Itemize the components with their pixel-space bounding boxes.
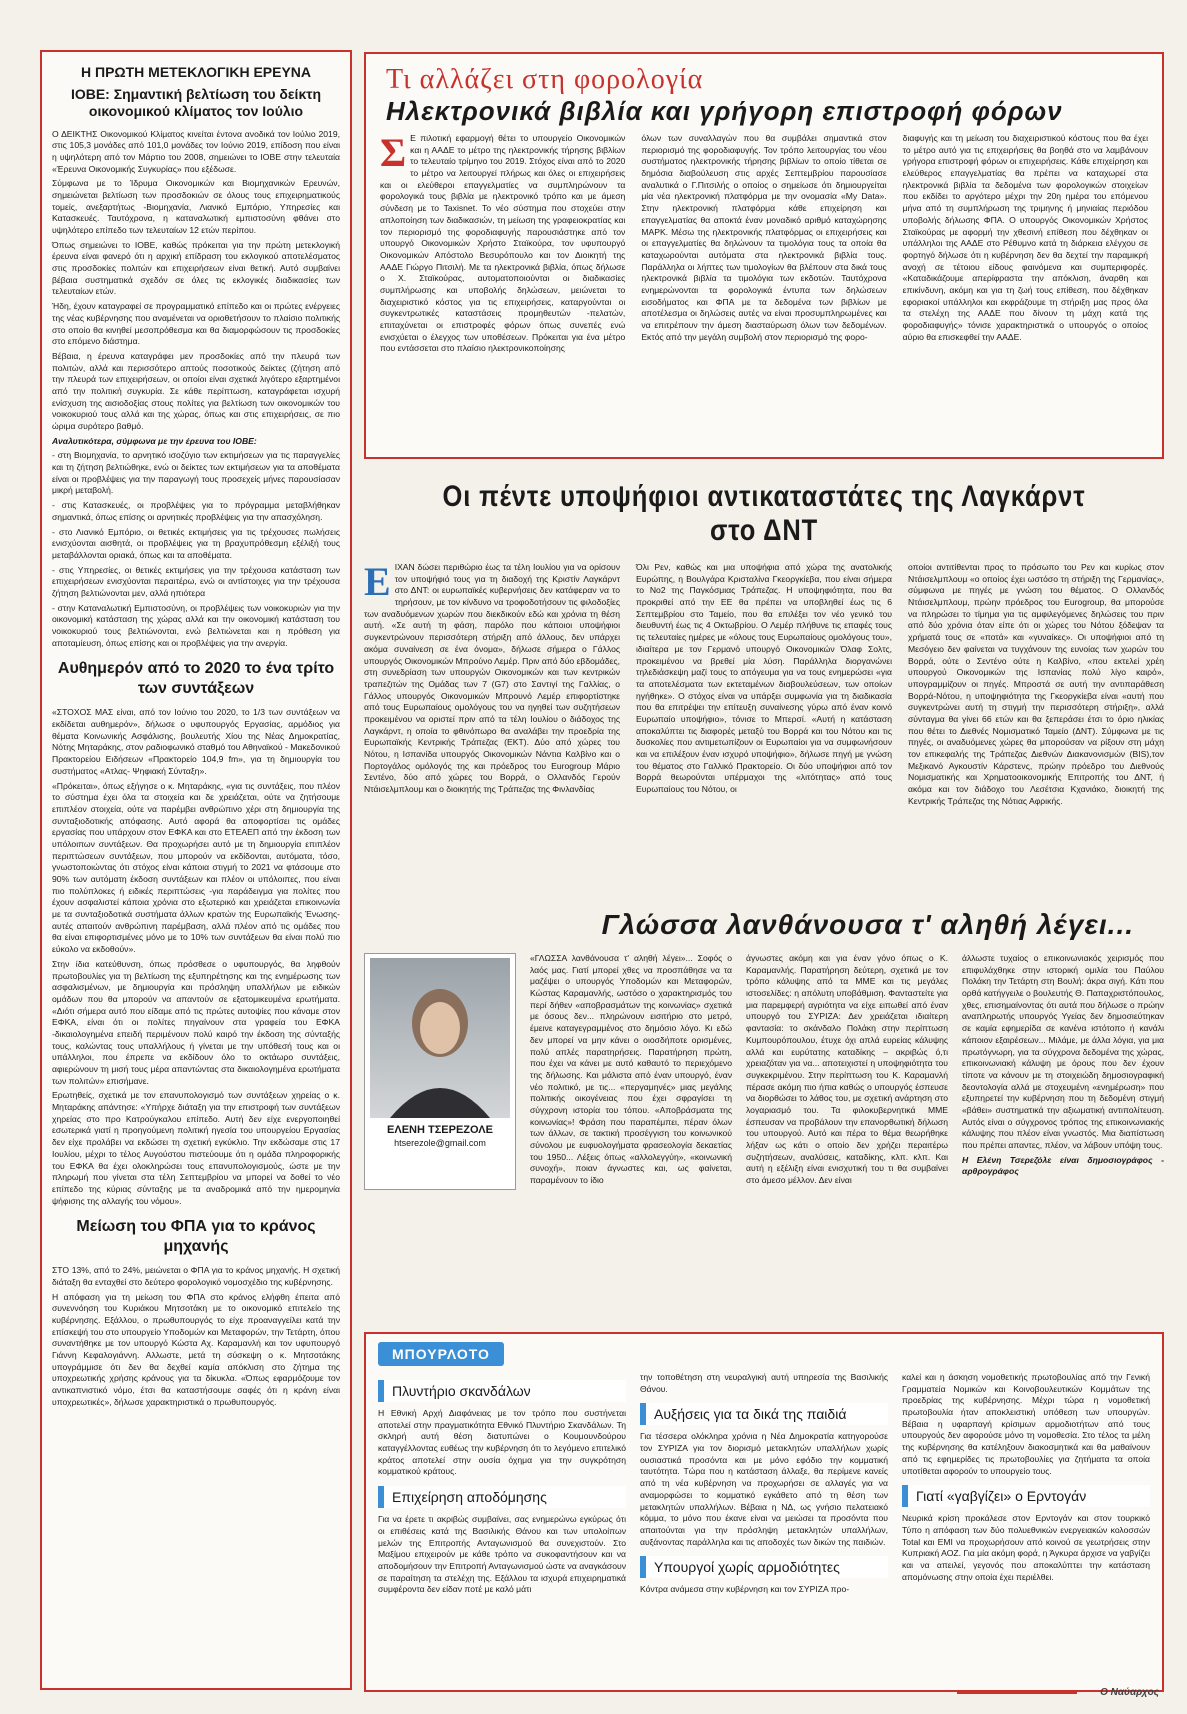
publication-name: Ο Ναύαρχος xyxy=(1100,1687,1159,1698)
paragraph: καλεί και η άσκηση νομοθετικής πρωτοβουλίας από την Γενική Γραμματεία Νομικών και Κοινοβουλευτικών Κομμάτων της προεδρίας της κυβέρνησης. Μέχρι τώρα η νομοθετική πρωτοβουλία ήταν αποκλειστική υπόθεση των υπουργών. Βέβαια η υφαρπαγή κρίσιμων αρμοδιοτήτων από τους υπουργούς δεν αφορούσε μόνο τη νομοθεσία. Στο τέλος τα μέλη της κυβέρνησης θα κατέληξουν διακοσμητικά και θα μαθαίνουν από τις εφημερίδες τις πρωτοβουλίες για ζητήματα τα οποία υποτίθεται αφορούν το υπουργείο τους. xyxy=(902,1372,1150,1476)
footer-rule xyxy=(957,1692,1077,1694)
column xyxy=(902,1372,1150,1599)
column xyxy=(962,953,1164,1190)
paragraph: «Πρόκειται», όπως εξήγησε ο κ. Μηταράκης, «για τις συντάξεις, που πλέον το σύστημα έχει όλα τα στοιχεία και δε χρειάζεται, ούτε να ζητήσουμε επιπλέον στοιχεία, ούτε να παρέμβει ανθρώπινο χέρι στη δημιουργία της συνταξιοδοτικής απόφασης. Αυτό αφορά θα αποφορτίσει τις ομάδες εργασίας που υπάρχουν στον ΕΦΚΑ και στο ΕΤΕΑΕΠ από την έκδοση των υπόλοιπων συντάξεων. Θα προχωρήσει αυτό με τη δημιουργία επιπλέον περιπτώσεων συντάξεων, που μπορούν να εκδίδονται, αυτόματα, τόσο, γνωστοποιώντας ότι στόχος είναι κάποια στιγμή το 2021 να φτάσουμε στο 90% των αυτόματη έκδοση συντάξεων και πλέον οι υπόλοιπες, που είναι πιο πολύπλοκες ή ειδικές περιπτώσεις -για παράδειγμα για πολίτες που έχουν ασφαλιστεί κάποια χρόνια στο εξωτερικό και χρειάζεται επικοινωνία με τα συνταξιοδοτικά συστήματα άλλων κρατών της Ευρωπαϊκής Ένωσης- αυτές απαιτούν ανθρώπινη παρέμβαση, αλλά πλέον από τις ομάδες που θα είναι επιφορτισμένες μόνο με το 10% των συντάξεων θα είναι πολύ πιο εύκολο να εκδοθούν». xyxy=(52,780,340,955)
paragraph: Αναλυτικότερα, σύμφωνα με την έρευνα του ΙΟΒΕ: xyxy=(52,435,257,446)
column xyxy=(903,133,1148,358)
subheading: Γιατί «γαβγίζει» ο Ερντογάν xyxy=(902,1485,1150,1507)
drop-cap: Σ xyxy=(380,130,407,175)
author-card xyxy=(364,953,516,1190)
author-photo xyxy=(370,958,510,1118)
section-badge: ΜΠΟΥΡΛΟΤΟ xyxy=(378,1342,504,1366)
paragraph: οποίοι αντιτίθενται προς το πρόσωπο του Ρεν και κυρίως στον Ντάισελμπλουμ «ο οποίος έχει ωστόσο τη στήριξη της Γερμανίας», σύμφωνα με πηγές με γνώση του θέματος. Ο Ολλανδός Ντάισελμπλουμ, πρώην πρόεδρος του Eurogroup, θα μπορούσε να πληρώσει το τίμημα για τις αμφιλεγόμενες δηλώσεις του πριν από δύο χρόνια όταν είπε ότι οι χώρες του Νότου ξόδεψαν τα χρήματά τους σε «ποτά» και «γυναίκες». Οι υποψήφιοι από τη Μεσόγειο δεν φαίνεται να τυγχάνουν της ευνοίας των χωρών του Βορρά, ούτε ο Σεντένο ούτε η Καλβίνο, «που εκτελεί χρέη υπουργού Οικονομικών της Ισπανίας πολύ λίγο καιρό», υπογραμμίζουν οι πηγές. Μπροστά σε αυτή την αντιπαράθεση Βορρά-Νότου, η υποψηφιότητα της Γκεοργκίεβα είναι «αυτή που συγκεντρώνει αυτή τη στιγμή την περισσότερη στήριξη», αλλά σύνταγμα θα γίνει 66 ετών και θα ξεπεράσει έτσι το όριο ηλικίας που θέτει το Διεθνές Νομισματικό Ταμείο (ΔΝΤ). Σύμφωνα με τις πηγές, οι αναδυόμενες χώρες θα μπορούσαν να ρίξουν στη μάχη τον επικεφαλής της Τράπεζας Διεθνών Διακανονισμών (BIS),τον Μεξικανό Αγκουστίν Κάρστενς, πρώην πρόεδρο του Διεθνούς Νομισματικής και Χρηματοοικονομικής Επιτροπής του ΔΝΤ, ή ακόμα και τον διάδοχο του Λεσέτσια Κχανιάκο, διοικητή της Κεντρικής Τράπεζας της Νότιας Αφρικής. xyxy=(908,562,1164,806)
paragraph: Νευρικά κρίση προκάλεσε στον Ερντογάν και στον τουρκικό Τύπο η απόφαση των δύο πολυεθνικών ενεργειακών κολοσσών Total και ΕΜΙ να προχωρήσουν από κοινού σε γεωτρήσεις στην Κυπριακή ΑΟΖ. Για μία ακόμη φορά, η Άγκυρα άρχισε να γαβγίζει και να απειλεί, γεγονός που αποκαλύπτει την κατάσταση απομόνωσης στην οποία έχει περιέλθει. xyxy=(902,1513,1150,1582)
column xyxy=(908,562,1164,810)
drop-cap: Ε xyxy=(364,559,391,604)
article-headline: Ηλεκτρονικά βιβλία και γρήγορη επιστροφή φόρων xyxy=(386,96,1063,126)
paragraph: Σύμφωνα με το Ίδρυμα Οικονομικών και Βιομηχανικών Ερευνών, σημειώνεται βελτίωση των προσδοκιών σε όλους τους επιχειρηματικούς τομείς, ανεξαρτήτως -Βιομηχανία, Λιανικό Εμπόριο, Υπηρεσίες και Κατασκευές. Ταυτόχρονα, η καταναλωτική εμπιστοσύνη φθάνει στο υψηλότερο επίπεδο των τελευταίων 12 ετών περίπου. xyxy=(52,178,340,235)
paragraph: διαφυγής και τη μείωση του διαχειριστικού κόστους που θα έχει το μέτρο αυτό για τις επιχειρήσεις θα βοηθά στο να λαμβάνουν γρήγορα επιστροφή φόρων οι επιχειρήσεις. Κάθε επιχείρηση και ελεύθερος επαγγελματίας θα πρέπει να καταχωρεί στα ηλεκτρονικά βιβλία τα δεδομένα των φορολογικών στοιχείων που εκδίδει το αργότερο μέχρι την 20η ημέρα του επόμενου μήνα από τη συμπλήρωση της τριμηνης ή μηνιαίας περιόδου υποβολής δήλωσης ΦΠΑ. Ο υπουργός Οικονομικών Χρήστος Σταϊκούρας με αφορμή την χθεσινή επίθεση που δέχθηκαν οι υπάλληλοι της ΑΑΔΕ στο Ρέθυμνο κατά τη διάρκεια ελέγχου σε φορτηγό δήλωσε ότι η κυβέρνηση δεν θα δεχτεί την παραμικρή ανοχή σε τέτοιου είδους φαινόμενα και συμπεριφορές. «Καταδικάζουμε απερίφραστα την απόκλιση, άναρθη και επικίνδυνη, ακόμη και για τη ζωή τους επίθεση, που δέχθηκαν εφοριακοί υπάλληλοι και εκφράζουμε τη στήριξη μας προς όλα τα στελέχη της ΑΑΔΕ που δίνουν τη μάχη κατά της φοροδιαφυγής» τόνισε χαρακτηριστικά ο υπουργός ο οποίος αύριο θα επισκεφθεί την ΑΑΔΕ. xyxy=(902,133,1148,342)
paragraph: Για να έρετε τι ακριβώς συμβαίνει, σας ενημερώνω εγκύρως ότι οι επιθέσεις κατά της Βασιλικής Θάνου και των υπολοίπων μελών της Επιτροπής Ανταγωνισμού θα συνεχιστούν. Στο Μαξίμου επιχειρούν με κάθε τρόπο να συκοφαντήσουν και να αποδομήσουν την Επιτροπή Ανταγωνισμού ώστε να αναγκάσουν σε παραίτηση τα στελέχη της. Εξάλλου τα ισχυρά επιχειρηματικά συμφέροντα δεν είδαν ποτέ με καλό μάτι xyxy=(378,1514,626,1595)
column xyxy=(378,1372,626,1599)
subheading: Υπουργοί χωρίς αρμοδιότητες xyxy=(640,1556,888,1578)
column xyxy=(746,953,948,1190)
column xyxy=(640,1372,888,1599)
paragraph: Ερωτηθείς, σχετικά με τον επανυπολογισμό των συντάξεων χηρείας ο κ. Μηταράκης απάντησε: «Υπήρχε διάταξη για την επιστροφή των συντάξεων χηρείας στο προ Κατρούγκαλου επίπεδο. Αυτή δεν είχε ενεργοποιηθεί εσωτερικά γιατί η προηγούμενη πολιτική ηγεσία του υπουργείου Εργασίας δεν είχε προλάβει να εκδώσει τη σχετική εγκύκλιο. Την εκδώσαμε στις 17 Ιουλίου, μέχρι το τέλος Αυγούστου πιστεύουμε ότι η ομάδα πληροφορικής του ΕΦΚΑ θα έχει ολοκληρώσει τους επανυπολογισμούς, ώστε με την πληρωμή που γίνεται στα τέλη Σεπτεμβρίου να μπορεί να δοθεί το νέο επίπεδο της κύριας σύνταξης με τα αναδρομικά από την ημερομηνία ψήφισης της αλλαγής του νόμου». xyxy=(52,1090,340,1206)
article-kicker: Τι αλλάζει στη φορολογία xyxy=(386,64,704,95)
article-headline: Οι πέντε υποψήφιοι αντικαταστάτες της Λαγκάρντ στο ΔΝΤ xyxy=(442,480,1086,547)
paragraph: Ήδη, έχουν καταγραφεί σε προγραμματικό επίπεδο και οι πρώτες ενέργειες της νέας κυβέρνησης που αναμένεται να οριοθετήσουν το πλαίσιο πολιτικής στο οποίο θα κινηθεί μεσοπρόθεσμα και θα διαμορφώσουν τις προσδοκίες στο επόμενο διάστημα. xyxy=(52,301,340,347)
paragraph: Ε πιλοτική εφαρμογή θέτει το υπουργείο Οικονομικών και η ΑΑΔΕ το μέτρο της ηλεκτρονικής τήρησης βιβλίων το τελευταίο τρίμηνο του 2019. Στόχος είναι από το 2020 το μέτρο να λειτουργεί πλήρως και όλες οι επιχειρήσεις και οι ελεύθεροι επαγγελματίες να συμπληρώνουν τα φορολογικά τους βιβλία με ηλεκτρονικό τρόπο και με άμεση σύνδεση με το Taxisnet. Το νέο σύστημα που στοχεύει στην απλοποίηση των διαδικασιών, τη μείωση της γραφειοκρατίας και τον περιορισμό της φοροδιαφυγής παρουσιάστηκε από τον υπουργό Οικονομικών Χρήστο Σταϊκούρα, τον υφυπουργό Οικονομικών Απόστολο Βεσυρόπουλο και τον Διοικητή της ΑΑΔΕ Γιώργο Πιτσιλή. Με τα ηλεκτρονικά βιβλία, όπως δήλωσε ο Χ. Σταϊκούρας, αυτοματοποιούνται οι διαδικασίες συμπλήρωσης και υποβολής δηλώσεων, μειώνεται το διαχειριστικό κόστος για τις επιχειρήσεις, καταργούνται οι συγκεντρωτικές καταστάσεις προμηθευτών -πελατών, επιταχύνεται οι επιστροφές φόρων όπως συνεπές ενώ ενισχύεται ο έλεγχος των υποθέσεων. Πρόκειται για ένα μέτρο που εντάσσεται στο πλαίσιο ηλεκτρονικοποίησης xyxy=(380,133,626,354)
paragraph: Όλι Ρεν, καθώς και μια υποψήφια από χώρα της ανατολικής Ευρώπης, η Βουλγάρα Κρισταλίνα Γκεοργκίεβα, που είναι σήμερα το Νο2 της Παγκόσμιας Τράπεζας. Η υποψηφιότητα, που θα προκριθεί από την ΕΕ θα πρέπει να υποβληθεί έως τις 6 Σεπτεμβρίου στο Ταμείο, που θα επιλέξει τον νέο γενικό του διευθυντή έως τις 4 Οκτωβρίου. Ο Λεμέρ πλήθυνε τις επαφές τους τις τελευταίες ημέρες με «όλους τους Ευρωπαίους ομολόγους του», ιδιαίτερα με τον Γερμανό υπουργό Οικονομικών Όλαφ Σολτς, προκειμένου να βρεθεί μία λύση. Παράλληλα διοργανώνει τηλεδιάσκεψη μαζί τους το απόγευμα για να τους ενημερώσει «για τα αποτελέσματα των εκτεταμένων διαβουλεύσεων, των οποίων ηγήθηκε». Ο στόχος είναι να υπάρξει συμφωνία για τη διαδικασία που θα επιτρέψει την επίτευξη συναίνεσης γύρω από έναν κοινό Ευρωπαίο υποψήφιο», τόνισε το Μπερσί. «Αυτή η κατάσταση αποκαλύπτει τις διαφορές μεταξύ του Βορρά και του Νότου και τις δυσκολίες που αντιμετωπίζουν οι Ευρωπαίοι για να συμφωνήσουν και να επιλέξουν έναν ισχυρό υποψήφιο», δήλωσε πηγή με γνώση του θέματος στο Γαλλικό Πρακτορείο. Οι δύο υποψήφιοι από τον Βορρά θεωρούνται υπέρμαχοι της «λιτότητας» από τους Ευρωπαίους του Νότου, οι xyxy=(636,562,892,795)
paragraph: Όπως σημειώνει το ΙΟΒΕ, καθώς πρόκειται για την πρώτη μετεκλογική έρευνα είναι φανερό ότι η αρχική επίδραση του εκλογικού αποτελέσματος στις προσδοκίες πολιτών και επιχειρήσεων είναι θετική. Αυτό συμβαίνει βέβαια συστηματικά σχεδόν σε όλες τις εκλογικές διαδικασίες των τελευταίων ετών. xyxy=(52,239,340,297)
paragraph: Ο ΔΕΙΚΤΗΣ Οικονομικού Κλίματος κινείται έντονα ανοδικά τον Ιούλιο 2019, στις 105,3 μονάδες από 101,0 μονάδες τον Ιούνιο 2019, επίδοση που είναι η υψηλότερη από τον Μάρτιο του 2008, σημειώνει το ΙΟΒΕ στην τελευταία «Έρευνα Οικονομικής Συγκυρίας» που εξέδωσε. xyxy=(52,128,340,174)
article-body xyxy=(364,953,1164,1190)
paragraph: την τοποθέτηση στη νευραλγική αυτή υπηρεσία της Βασιλικής Θάνου. xyxy=(640,1372,888,1394)
subheading: Επιχείρηση αποδόμησης xyxy=(378,1486,626,1508)
paragraph: Κόντρα ανάμεσα στην κυβέρνηση και τον ΣΥΡΙΖΑ προ- xyxy=(640,1584,850,1595)
article-kicker: Η ΠΡΩΤΗ ΜΕΤΕΚΛΟΓΙΚΗ ΕΡΕΥΝΑ xyxy=(80,64,312,80)
author-signature: Η Ελένη Τσερεζόλε είναι δημοσιογράφος - αρθρογράφος xyxy=(962,1154,1164,1177)
column xyxy=(636,562,892,810)
article-headline: Αυθημερόν από το 2020 το ένα τρίτο των συντάξεων xyxy=(57,660,335,698)
tax-article xyxy=(364,52,1164,459)
paragraph: ΙΧΑΝ δώσει περιθώριο έως τα τέλη Ιουλίου για να ορίσουν τον υποψήφιό τους για τη διαδοχή της Κριστίν Λαγκάρντ στο ΔΝΤ: οι ευρωπαϊκές κυβερνήσεις δεν κατάφεραν να το τηρήσουν, με τον κίνδυνο να τροφοδοτήσουν τις φιλοδοξίες των αναδυόμενων χωρών που διεκδικούν εδώ και χρόνια τη θέση αυτή. «Σε αυτή τη φάση, παρόλο που κάποιοι υποψήφιοι συγκεντρώνουν περισσότερη στήριξη από άλλους, δεν υπάρχει ακόμα συναίνεση σε ένα όνομα», δήλωσε σήμερα ο Γάλλος υπουργός Οικονομικών Μπρούνο Λεμέρ. Πριν από δύο εβδομάδες, στη συνεδρίαση των υπουργών Οικονομικών και των κεντρικών τραπεζιτών της Ομάδας των 7 (G7) στο Σαντιγί της Γαλλίας, ο Γάλλος υπουργός Οικονομικών Μπρουνό Λεμέρ επιφορτίστηκε από τους Ευρωπαίους ομολόγους του να ηγηθεί των συζητήσεων προκειμένου να οριστεί πριν από τα τέλη Ιουλίου ο διάδοχος της Λαγκάρντ, η οποία το φθινόπωρο θα αναλάβει την προεδρία της Ευρωπαϊκής Κεντρικής Τράπεζας (ΕΚΤ). Δύο από χώρες του Νότου, η Ισπανίδα υπουργός Οικονομικών Νάντια Καλβίνο και ο Πορτογάλος ομόλογός της και πρόεδρος του Eurogroup Μάριο Σεντένο, δύο από χώρες του Βορρά, ο Ολλανδός Γερούν Ντάισελμπλουμ και ο διοικητής της Τράπεζας της Φινλανδίας xyxy=(364,562,620,795)
subheading: Πλυντήριο σκανδάλων xyxy=(378,1380,626,1402)
paragraph: «ΓΛΩΣΣΑ λανθάνουσα τ' αληθή λέγει»... Σοφός ο λαός μας. Γιατί μπορεί χθες να προσπάθησε να τα μαζέψει ο υπουργός Υποδομών και Μεταφορών, Κώστας Καραμανλής, ωστόσο ο χαρακτηρισμός του περί δήθεν «αποβρασμάτων της κοινωνίας» σχετικά με όσους δεν... πληρώνουν εισιτήριο στο μετρό, έμεινε καταγεγραμμένος στο δημόσιο λόγο. Κι εδώ δεν μπορεί να μην κάνει ο οιοσδήποτε ορισμένες, πολύ απλές παρατηρήσεις. Παρατήρηση πρώτη, που έχει να κάνει με αυτό καθαυτό το περιεχόμενο της δήλωσης. Και μάλιστα από έναν υπουργό, έναν νέο πολιτικό, με τις... «περγαμηνές» μιας μεγάλης πολιτικής οικογένειας που έχει σφραγίσει τη σύγχρονη ιστορία του τόπου. «Αποβράσματα της κοινωνίας»! Φράση που παραπέμπει, πέραν όλων των άλλων, σε τακτική προσέγγιση του κοινωνικού σύνολου με ευφυολογήματα φρασεολογία δεκαετίας του 1950... Λέξεις όπως «αλλολεγγύη», «κοινωνική συνοχή», ποιαν άγνωστες και, ως φαίνεται, παραμένουν το ίδιο xyxy=(530,953,732,1186)
column xyxy=(641,133,886,358)
paragraph: «ΣΤΟΧΟΣ ΜΑΣ είναι, από τον Ιούνιο του 2020, το 1/3 των συντάξεων να εκδίδεται αυθημερόν», δήλωσε ο υφυπουργός Εργασίας, αρμόδιος για θέματα Κοινωνικής Ασφάλισης, βουλευτής Χίου της Νέας Δημοκρατίας, Νότης Μηταράκης, στον ραδιοφωνικό σταθμό του Αθηναϊκού - Μακεδονικού Πρακτορείου Ειδήσεων «Πρακτορείο 104,9 fm», για τη δημιουργία του συστήματος «Ατλας- Ψηφιακή Σύνταξη». xyxy=(52,707,340,776)
paragraph: ΣΤΟ 13%, από το 24%, μειώνεται ο ΦΠΑ για το κράνος μηχανής. Η σχετική διάταξη θα ενταχθεί στο δεύτερο φορολογικό νομοσχέδιο της κυβέρνησης. xyxy=(52,1265,340,1287)
article-columns xyxy=(364,559,1164,810)
person-icon xyxy=(385,978,495,1118)
opinion-article xyxy=(364,895,1164,1325)
subheading: Αυξήσεις για τα δικά της παιδιά xyxy=(640,1403,888,1425)
article-columns xyxy=(378,1372,1150,1599)
author-email[interactable]: htserezole@gmail.com xyxy=(394,1138,486,1148)
article-columns xyxy=(530,953,1164,1190)
bullet-item: - στη Βιομηχανία, το αρνητικό ισοζύγιο των εκτιμήσεων για τις παραγγελίες και τη ζήτηση βελτιώθηκε, ενώ οι δείκτες των εκτιμήσεων για τα αποθέματα είναι οι προβλέψεις για την παραγωγή τους προσεχείς μήνες παρουσίασαν μικρή μεταβολή. xyxy=(52,450,340,496)
paragraph: όλων των συναλλαγών που θα συμβάλει σημαντικά στον περιορισμό της φοροδιαφυγής. Τον τρόπο λειτουργίας του νέου συστήματος ηλεκτρονικής τήρησης βιβλίων το οποίο τίθεται σε δημόσια διαβούλευση στις αρχές Σεπτεμβρίου παρουσίασε αναλυτικά ο Γ.Πιτσιλής ο οποίος ο σημείωσε ότι δημιουργείται μία νέα ηλεκτρονική πλατφόρμα με την ονομασία «My Data». Στην ηλεκτρονική πλατφόρμα κάθε επιχείρηση και επαγγελματίας θα αποκτά έναν μοναδικό αριθμό καταχώρησης ΜΑΡΚ. Μέσω της ηλεκτρονικής πλατφόρμας οι επιχειρήσεις και οι επαγγελματίες θα δηλώνουν τα τιμολόγια τους τα οποία θα καταχωρούνται αυτόματα στα ηλεκτρονικά βιβλία τους. Παράλληλα οι λήπτες των τιμολογίων θα βλέπουν στα δικά τους ηλεκτρονικά βιβλία τα τιμολόγια των εκδοτών. Ταυτόχρονα ενημερώνονται τα φορολογικά έντυπα των δηλώσεων εισοδήματος και ΦΠΑ με τα δεδομένα των βιβλίων με αποτέλεσμα οι δηλώσεις αυτές να είναι προσυμπληρωμένες και να επιτρέπουν την άμεση διασταύρωση όλων των δεδομένων. Εκτός από την μεγάλη συμβολή στον περιορισμό της φορο- xyxy=(641,133,887,342)
article-headline: ΙΟΒΕ: Σημαντική βελτίωση του δείκτη οικονομικού κλίματος τον Ιούλιο xyxy=(70,85,322,119)
bullet-item: - στις Υπηρεσίες, οι θετικές εκτιμήσεις για την τρέχουσα κατάσταση των επιχειρήσεων ενισχύονται περαιτέρω, ενώ οι αντίστοιχες για την τρέχουσα ζήτηση βελτιώνονται μεν, αλλά ηπιότερα xyxy=(52,564,340,598)
bullet-item: - στις Κατασκευές, οι προβλέψεις για το πρόγραμμα μεταβλήθηκαν σημαντικά, όπως επίσης οι αρνητικές προβλέψεις για την απασχόληση. xyxy=(52,500,340,522)
article-headline: Γλώσσα λανθάνουσα τ' αληθή λέγει... xyxy=(601,909,1134,940)
column xyxy=(380,130,626,358)
paragraph: Για τέσσερα ολόκληρα χρόνια η Νέα Δημοκρατία κατηγορούσε τον ΣΥΡΙΖΑ για τον διορισμό μετακλητών υπαλλήλων χωρίς ουσιαστικά προσόντα και με μόνο εφόδιο την κομματική ταυτότητα. Τώρα που η κατάσταση άλλαξε, θα περίμενε κανείς από τη νέα κυβέρνηση να προχωρήσει σε αλλαγές για να αναμορφώσει το κομματικό εγκάθετο από τη θέση των μετακλητών υπαλλήλων. Βέβαια η ΝΔ, ως γνήσιο πελατειακό κόμμα, το μόνο που έκανε είναι να μειώσει τα προσόντα που απαιτούνται για την πρόσληψη μετακλητών υπαλλήλων, αυξάνοντας παράλληλα και τις αποδοχές των δικών της παιδιών. xyxy=(640,1431,888,1547)
paragraph: άλλωστε τυχαίος ο επικοινωνιακός χειρισμός που επιφυλάχθηκε στην ιστορική ομιλία του Παύλου Πολάκη την Τετάρτη στη Βουλή: άκρα σιγή. Κάτι που ορθά κατήγγειλε ο βουλευτής Θ. Παπαχριστόπουλος, χθες, επισημαίνοντας ότι αυτά που δήλωσε ο πρώην αναπληρωτής υπουργός Υγείας δεν δημοσιεύτηκαν σε καμία εφημερίδα σε κανένα ιστότοπο ή κανάλι κάποιον εξαιρέσεων... Μιλάμε, με άλλα λόγια, για μια πρωτόγνωρη, για τα σύγχρονα δεδομένα της χώρας, επικοινωνιακή κάλυψη με όρους που δεν έχουν τίποτε να κάνουν με τη στοιχειώδη δημοσιογραφική δεοντολογία αλλά με στοχευμένη «ενημέρωση» που εξυπηρετεί την κυβέρνηση που τη δεδομένη στιγμή «βάθει» συστηματικά την αξιωματική αντιπολίτευση. Αυτός είναι ο σύγχρονος τρόπος της επικοινωνιακής κάλυψης που πλέον είναι γνωστός. Μια διαπίστωση που πρέπει απαντες, πλέον, να λάβουν υπόψη τους. xyxy=(962,953,1164,1150)
article-columns xyxy=(380,130,1148,358)
left-column xyxy=(40,50,352,1690)
paragraph: άγνωστες ακόμη και για έναν γόνο όπως ο Κ. Καραμανλής. Παρατήρηση δεύτερη, σχετικά με τον τρόπο κάλυψης από τα ΜΜΕ και τις μεγάλες ιστοσελίδες: η απόλυτη υποβάθμιση. Φανταστείτε για μια παρεμφερή αγριότητα να είχε ειπωθεί από έναν υπουργό του ΣΥΡΙΖΑ: Δεν χρειάζεται ιδιαίτερη φαντασία: το σκάνδαλο Πολάκη στην περίπτωση Κυμπουρόπουλου, έτυχε όχι απλά ευρείας κάλυψης αλλά και ευρύτατης καταδίκης – ακριβώς ό,τι χρειαζόταν για να... αποτειχιστεί η υποψηφιότητα του συγκεκριμένου. Στην περίπτωση του Κ. Καραμανλή πέρασε ακόμη πιο ήπια καθώς ο υπουργός έσπευσε να διορθώσει το λάθος του, με σχετική ανάρτηση στο λογαριασμό του. Τα φιλοκυβερνητικά ΜΜΕ έσπευσαν να προβάλουν την επανορθωτική δήλωση του υπουργού. Αυτό και πέρα το θέμα θεωρήθηκε λήξαν ως κάτι ο οποίο δεν χρήζει περαιτέρω συζητήσεων, αναλύσεις, καταδίκης, κλπ. κλπ. Και αυτή η εξέλιξη είναι ενισχυτική του τι θα συμβαίνει στο άμεσο μέλλον. Δεν είναι xyxy=(746,953,948,1186)
paragraph: Η απόφαση για τη μείωση του ΦΠΑ στο κράνος ελήφθη έπειτα από συνεννόηση του Κυριάκου Μητσοτάκη με το οικονομικό επιτελείο της κυβέρνησης. Εξάλλου, ο πρωθυπουργός το είχε προαναγγείλει κατά την επίσκεψή του στο υπουργείο Υποδομών και Μεταφορών, την Τετάρτη, όπου συναντήθηκε με τον υπουργό Κώστα Αχ. Καραμανλή και τον υφυπουργό Γιάννη Κεφαλογιάννη. Αλλωστε, μετά τη σύσκεψη ο κ. Μητσοτάκης υπογράμμισε ότι δεν θα δεχθεί καμία απόκλιση στο ζήτημα της υποχρεωτικής χρήσης κράνους για τα δίκυκλα. «Όπως εφαρμόζουμε τον αντικαπνιστικό νόμο, έτσι θα καταστήσουμε σαφές ότι η κράνη είναι υποχρεωτικές», δήλωσε χαρακτηριστικά ο πρωθυπουργός. xyxy=(52,1291,340,1407)
article-headline: Μείωση του ΦΠΑ για το κράνος μηχανής xyxy=(76,1218,316,1256)
bullet-item: - στο Λιανικό Εμπόριο, οι θετικές εκτιμήσεις για τις τρέχουσες πωλήσεις ενισχύονται αισθητά, οι προβλέψεις για τη βραχυπρόθεσμη εξέλιξή τους μεταβάλλονται οριακά, όπως και τα αποθέματα. xyxy=(52,526,340,560)
author-name: ΕΛΕΝΗ ΤΣΕΡΕΖΟΛΕ xyxy=(387,1124,493,1136)
paragraph: Η Εθνική Αρχή Διαφάνειας με τον τρόπο που συστήνεται αποτελεί στην πραγματικότητα Εθνικό Πλυντήριο Σκανδάλων. Τη σκληρή αυτή θέση διατυπώνει ο Κουμουνδούρου καταγγέλλοντας ευθέως την κυβέρνηση ότι το λεγόμενο επιτελικό κράτος αποτελεί στην ουσία όχημα για την συγκρότηση κομματικού κράτους. xyxy=(378,1408,626,1477)
bullet-item: - στην Καταναλωτική Εμπιστοσύνη, οι προβλέψεις των νοικοκυριών για την οικονομική κατάσταση της χώρας αλλά και την οικονομική κατάσταση του νοικοκυριού τους βελτιώνονται, ενώ βελτιώνεται και η πρόθεση για αποταμίευση, όπως επίσης και οι προβλέψεις για την ανεργία. xyxy=(52,602,340,648)
column xyxy=(530,953,732,1190)
bourloto-column xyxy=(364,1332,1164,1692)
paragraph: Στην ίδια κατεύθυνση, όπως πρόσθεσε ο υφυπουργός, θα ληφθούν πρωτοβουλίες για τη βελτίωση της εξυπηρέτησης και της ενημέρωσης των ασφαλισμένων, με δημιουργία και πρόσληψη υπαλλήλων με ειδικών ομάδων που θα μπορούν να απαντούν σε εξατομικευμένα ερωτήματα. «Διότι σήμερα αυτό που είδαμε από τις πρώτες αυτοψίες που κάναμε στον ΕΦΚΑ, είναι ότι οι πολίτες πηγαίνουν στα γραφεία του ΕΦΚΑ -δικαιολογημένα επειδή περιμένουν πολύ καιρό την έκδοση της σύνταξής τους, καλώντας τους υπαλλήλους ή γίνεται με την υπόθεσή τους και οι υπάλληλοι, που έπρεπε να εκδίδουν όλο το οκτάωρο συντάξεις, αφιερώνουν τη μισή τους μέρα απαντώντας στα δικαιολογημένα ερωτήματα των πολιτών» επισήμανε. xyxy=(52,958,340,1086)
column xyxy=(364,559,620,810)
imf-article xyxy=(364,468,1164,888)
paragraph: Βέβαια, η έρευνα καταγράφει μεν προσδοκίες από την πλευρά των πολιτών, αλλά και περισσότερο απτούς ποσοτικούς δείκτες (ζήτηση από την πλευρά των επιχειρήσεων, οι οποίοι είναι σχετικά λιγότερο εξαρτημένοι από την πολιτική συγκυρία. Σε κάθε περίπτωση, καταγράφεται ισχυρή ενίσχυση της αισιοδοξίας στους πολίτες για βελτίωση των οικονομικών του νοικοκυριού τους αλλά και της χώρας, όπως και στις επιχειρήσεις, σε πιο ώριμα συρότερο βαθμό. xyxy=(52,350,340,431)
